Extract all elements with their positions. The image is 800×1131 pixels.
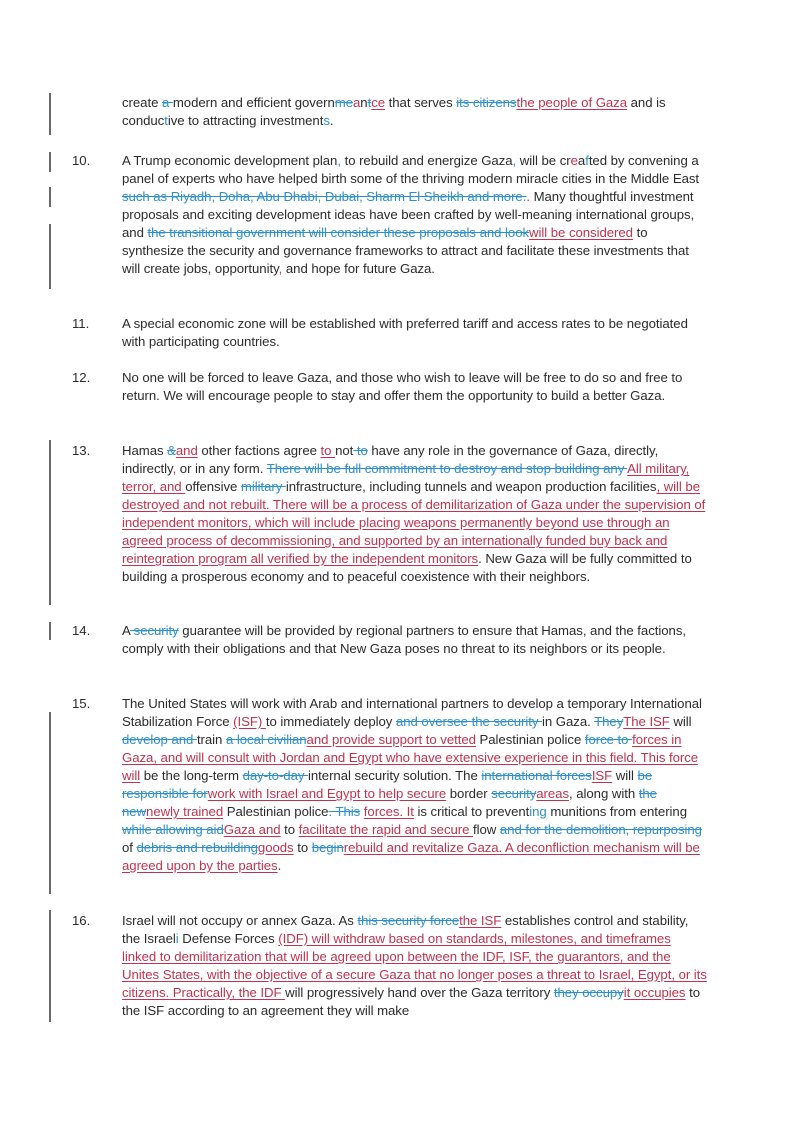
text-run: infrastructure, including tunnels and weapon production facilities <box>285 479 657 494</box>
deleted-text: . This <box>328 804 361 819</box>
deleted-text: They <box>594 714 624 729</box>
text-run: . <box>329 113 334 128</box>
inserted-text: , <box>278 261 283 276</box>
text-run: The United States will work with Arab and international partners to develop a temporary International Stabilization Force <box>122 696 702 729</box>
deleted-text: be responsible for <box>122 768 653 801</box>
text-run: is critical to prevent <box>413 804 530 819</box>
text-run: to rebuild and energize Gaza <box>340 153 513 168</box>
text-run: border <box>446 786 492 801</box>
deleted-text: while allowing aid <box>122 822 224 837</box>
deleted-text: develop and <box>122 732 197 747</box>
inserted-text: e <box>570 153 578 168</box>
text-run: ive to attracting investment <box>167 113 324 128</box>
inserted-text: , will be destroyed and not rebuilt. There will be a process of demilitarization of Gaza under the supervision of independent monitors, which will include placing weapons permanently beyond use through an agreed process of decommissioning, and supported by an internationally funded buy back and reintegration program all verified by the independent monitors <box>122 479 706 566</box>
text-run: of <box>122 840 137 855</box>
inserted-text: goods <box>257 840 294 855</box>
change-bar <box>49 712 51 894</box>
list-item-11 <box>72 315 707 351</box>
deleted-text: and for the demolition, repurposing <box>499 822 702 837</box>
text-run: to synthesize the security and governance frameworks to attract and facilitate these investments that will create jobs, opportunity <box>122 225 689 276</box>
deleted-text: force to <box>584 732 633 747</box>
inserted-text: The ISF <box>623 714 670 729</box>
list-item-12 <box>72 369 707 405</box>
inserted-text: (IDF) will withdraw based on standards, milestones, and timeframes linked to demilitarization that will be agreed upon between the IDF, ISF, the guarantors, and the Unites States, with the objective of a secure Gaza that no longer poses a threat to Israel, Egypt, or its citizens. Practically, the IDF <box>122 931 707 1000</box>
inserted-text: and <box>175 443 198 458</box>
deleted-text: the transitional government will consider these proposals and look <box>147 225 530 240</box>
text-run: in Gaza. <box>542 714 595 729</box>
text-run: n <box>360 95 368 110</box>
text-run: offensive <box>185 479 241 494</box>
inserted-text: forces. It <box>363 804 414 819</box>
text-run: create <box>122 95 162 110</box>
text-run: not <box>335 443 354 458</box>
inserted-text: facilitate the rapid and secure <box>298 822 474 837</box>
deleted-text: its citizens <box>456 95 517 110</box>
change-bar <box>49 187 51 207</box>
list-number: 11. <box>72 316 90 331</box>
text-run: other factions agree <box>197 443 321 458</box>
deleted-text: military <box>240 479 286 494</box>
list-number: 15. <box>72 696 91 711</box>
list-number: 10. <box>72 153 91 168</box>
change-bar <box>49 224 51 289</box>
text-run: be the long-term <box>140 768 243 783</box>
deleted-text: There will be full commitment to destroy and stop building any <box>266 461 628 476</box>
change-bar <box>49 440 51 605</box>
text-run: and hope for future Gaza. <box>282 261 435 276</box>
text-run: A special economic zone will be established with preferred tariff and access rates to be negotiated with participating countries. <box>122 316 688 349</box>
deleted-text: security <box>491 786 537 801</box>
list-item-15 <box>72 695 707 875</box>
deleted-text: day-to-day <box>242 768 309 783</box>
inserted-text: will be considered <box>529 225 633 240</box>
inserted-text: work with Israel and Egypt to help secure <box>207 786 447 801</box>
text-run: Defense Forces <box>178 931 279 946</box>
deleted-text: t <box>164 113 168 128</box>
text-run: will be cr <box>516 153 571 168</box>
inserted-text: Gaza and <box>223 822 281 837</box>
inserted-text: the people of Gaza <box>516 95 628 110</box>
deleted-text: , <box>337 153 341 168</box>
deleted-text: ing <box>529 804 547 819</box>
inserted-text: ISF <box>591 768 613 783</box>
deleted-text: such as Riyadh, Doha, Abu Dhabi, Dubai, Sharm El Sheikh and more. <box>122 189 527 204</box>
text-run: No one will be forced to leave Gaza, and those who wish to leave will be free to do so and free to return. We will encourage people to stay and offer them the opportunity to build a better Gaza. <box>122 370 683 403</box>
inserted-text: newly trained <box>146 804 224 819</box>
text-run: that serves <box>385 95 457 110</box>
inserted-text: it occupies <box>623 985 686 1000</box>
inserted-text: All military, terror, and <box>122 461 690 494</box>
text-run: guarantee will be provided by regional partners to ensure that Hamas, and the factions, comply with their obligations and that New Gaza poses no threat to its neighbors or its people. <box>122 623 686 656</box>
deleted-text: this security force <box>357 913 460 928</box>
deleted-text: t <box>367 95 372 110</box>
change-bar <box>49 93 51 135</box>
text-run: establishes control and stability, the Israel <box>122 913 689 946</box>
text-run: to immediately deploy <box>265 714 396 729</box>
list-number: 12. <box>72 370 91 385</box>
inserted-text: to <box>320 443 336 458</box>
deleted-text: a local civilian <box>225 732 307 747</box>
inserted-text: ce <box>371 95 386 110</box>
text-run: and is conduc <box>122 95 666 128</box>
deleted-text: and oversee the security <box>395 714 543 729</box>
inserted-text: rebuild and revitalize Gaza. A deconfliction mechanism will be agreed upon by the parties <box>122 840 700 873</box>
text-run: , along with <box>569 786 639 801</box>
list-number: 13. <box>72 443 91 458</box>
text-run: to <box>293 840 312 855</box>
deleted-text: debris and rebuilding <box>136 840 258 855</box>
text-run: will progressively hand over the Gaza territory <box>285 985 554 1000</box>
list-item-14 <box>72 622 707 658</box>
text-run: train <box>196 732 226 747</box>
inserted-text: areas <box>536 786 569 801</box>
text-run: ted by convening a panel of experts who have helped birth some of the thriving modern miracle cities in the Middle East <box>122 153 700 186</box>
deleted-text: s <box>323 113 330 128</box>
inserted-text: (ISF) <box>233 714 266 729</box>
deleted-text: to <box>353 443 368 458</box>
text-run: Hamas <box>122 443 168 458</box>
inserted-text: forces in Gaza, and will consult with Jordan and Egypt who have extensive experience in this field. This force will <box>122 732 699 783</box>
text-run: munitions from entering <box>546 804 687 819</box>
deleted-text: the new <box>122 786 657 819</box>
text-run: . <box>277 858 282 873</box>
deleted-text: me <box>334 95 353 110</box>
list-item-10 <box>72 152 707 278</box>
text-run: flow <box>473 822 500 837</box>
text-run: will <box>612 768 638 783</box>
text-run: Israel will not occupy or annex Gaza. As <box>122 913 358 928</box>
deleted-text: & <box>167 443 176 458</box>
inserted-text: and provide support to vetted <box>306 732 476 747</box>
text-run: or in any form. <box>176 461 267 476</box>
deleted-text: they occupy <box>553 985 624 1000</box>
inserted-text: a <box>353 95 361 110</box>
deleted-text: a <box>161 95 173 110</box>
deleted-text: , <box>512 153 517 168</box>
text-run: will <box>669 714 692 729</box>
change-bar <box>49 910 51 1022</box>
text-run: modern and efficient govern <box>172 95 335 110</box>
text-run: Many thoughtful investment proposals and exciting development ideas have been crafted by well-meaning international groups, and <box>122 189 695 240</box>
deleted-text: f <box>585 153 589 168</box>
deleted-text: i <box>175 931 179 946</box>
inserted-text: , <box>172 461 177 476</box>
text-run: have any role in the governance of Gaza, directly, indirectly <box>122 443 659 476</box>
deleted-text: security <box>130 623 179 638</box>
text-run: to the ISF according to an agreement they will make <box>122 985 700 1018</box>
text-run: internal security solution. The <box>308 768 482 783</box>
deleted-text: international forces <box>481 768 592 783</box>
paragraph-continuation <box>122 94 707 130</box>
inserted-text: the ISF <box>459 913 502 928</box>
text-run: A <box>122 623 131 638</box>
text-run: A Trump economic development plan <box>122 153 338 168</box>
text-run: to <box>280 822 299 837</box>
text-run: Palestinian police <box>475 732 585 747</box>
list-item-13 <box>72 442 707 586</box>
text-run: a <box>577 153 586 168</box>
list-number: 14. <box>72 623 91 638</box>
list-number: 16. <box>72 913 91 928</box>
deleted-text: begin <box>311 840 344 855</box>
change-bar <box>49 622 51 640</box>
text-run: . New Gaza will be fully committed to building a prosperous economy and to peaceful coexistence with their neighbors. <box>122 551 692 584</box>
change-bar <box>49 152 51 172</box>
list-item-16 <box>72 912 707 1020</box>
text-run: Palestinian police <box>223 804 329 819</box>
inserted-text: . <box>526 189 530 204</box>
